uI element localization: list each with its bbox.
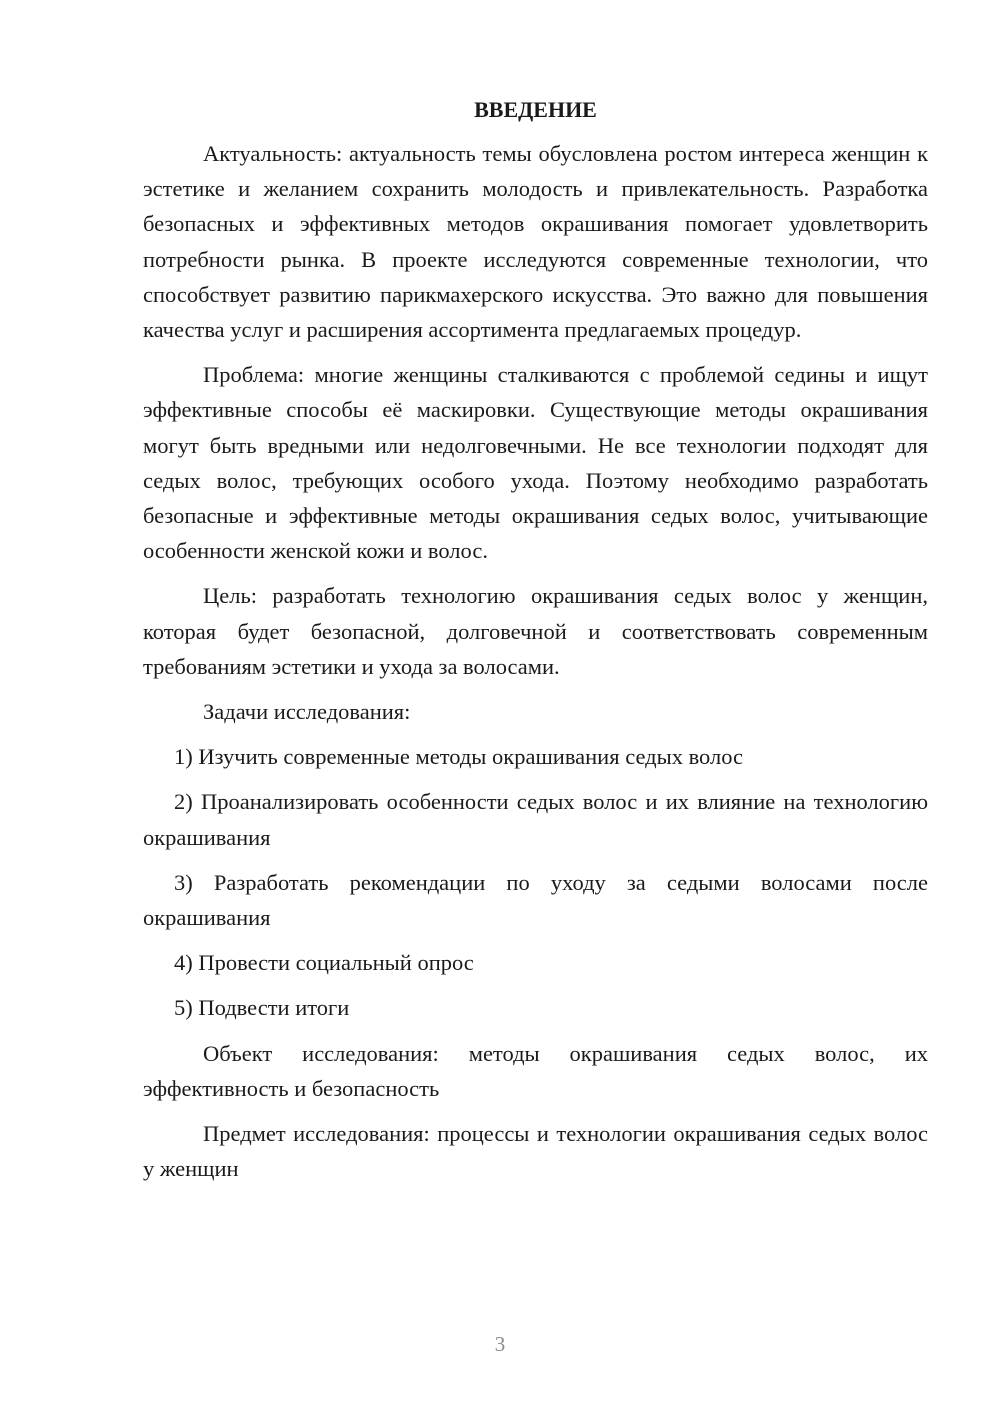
page-title: ВВЕДЕНИЕ — [474, 97, 597, 122]
task-item-3: 3) Разработать рекомендации по уходу за седыми волосами после окрашивания — [143, 869, 928, 931]
paragraph-problem: Проблема: многие женщины сталкиваются с проблемой седины и ищут эффективные способы её маскировки. Существующие методы окрашивания могут быть вредными или недолговечными. Не все технологии подходят для седых волос, требующих особого ухода. Поэтому необходимо разработать безопасные и эффективные методы окрашивания седых волос, учитывающие особенности женской кожи и волос. — [143, 362, 928, 564]
paragraph-relevance: Актуальность: актуальность темы обусловлена ростом интереса женщин к эстетике и желанием сохранить молодость и привлекательность. Разработка безопасных и эффективных методов окрашивания помогает удовлетворить потребности рынка. В проекте исследуются современные технологии, что способствует развитию парикмахерского искусства. Это важно для повышения качества услуг и расширения ассортимента предлагаемых процедур. — [143, 141, 928, 343]
paragraph-subject: Предмет исследования: процессы и технологии окрашивания седых волос у женщин — [143, 1121, 928, 1182]
tasks-heading: Задачи исследования: — [203, 699, 411, 725]
task-item-2: 2) Проанализировать особенности седых волос и их влияние на технологию окрашивания — [143, 789, 928, 850]
page-number: 3 — [494, 1332, 506, 1356]
task-item-5: 5) Подвести итоги — [174, 995, 350, 1021]
page-content — [143, 92, 928, 1186]
paragraph-object: Объект исследования: методы окрашивания седых волос, их эффективность и безопасность — [143, 1040, 928, 1101]
paragraph-goal: Цель: разработать технологию окрашивания седых волос у женщин, которая будет безопасной, долговечной и соответствовать современным требованиям эстетики и ухода за волосами. — [143, 583, 928, 679]
task-item-1: 1) Изучить современные методы окрашивания седых волос — [174, 744, 744, 770]
task-item-4: 4) Провести социальный опрос — [174, 950, 474, 976]
